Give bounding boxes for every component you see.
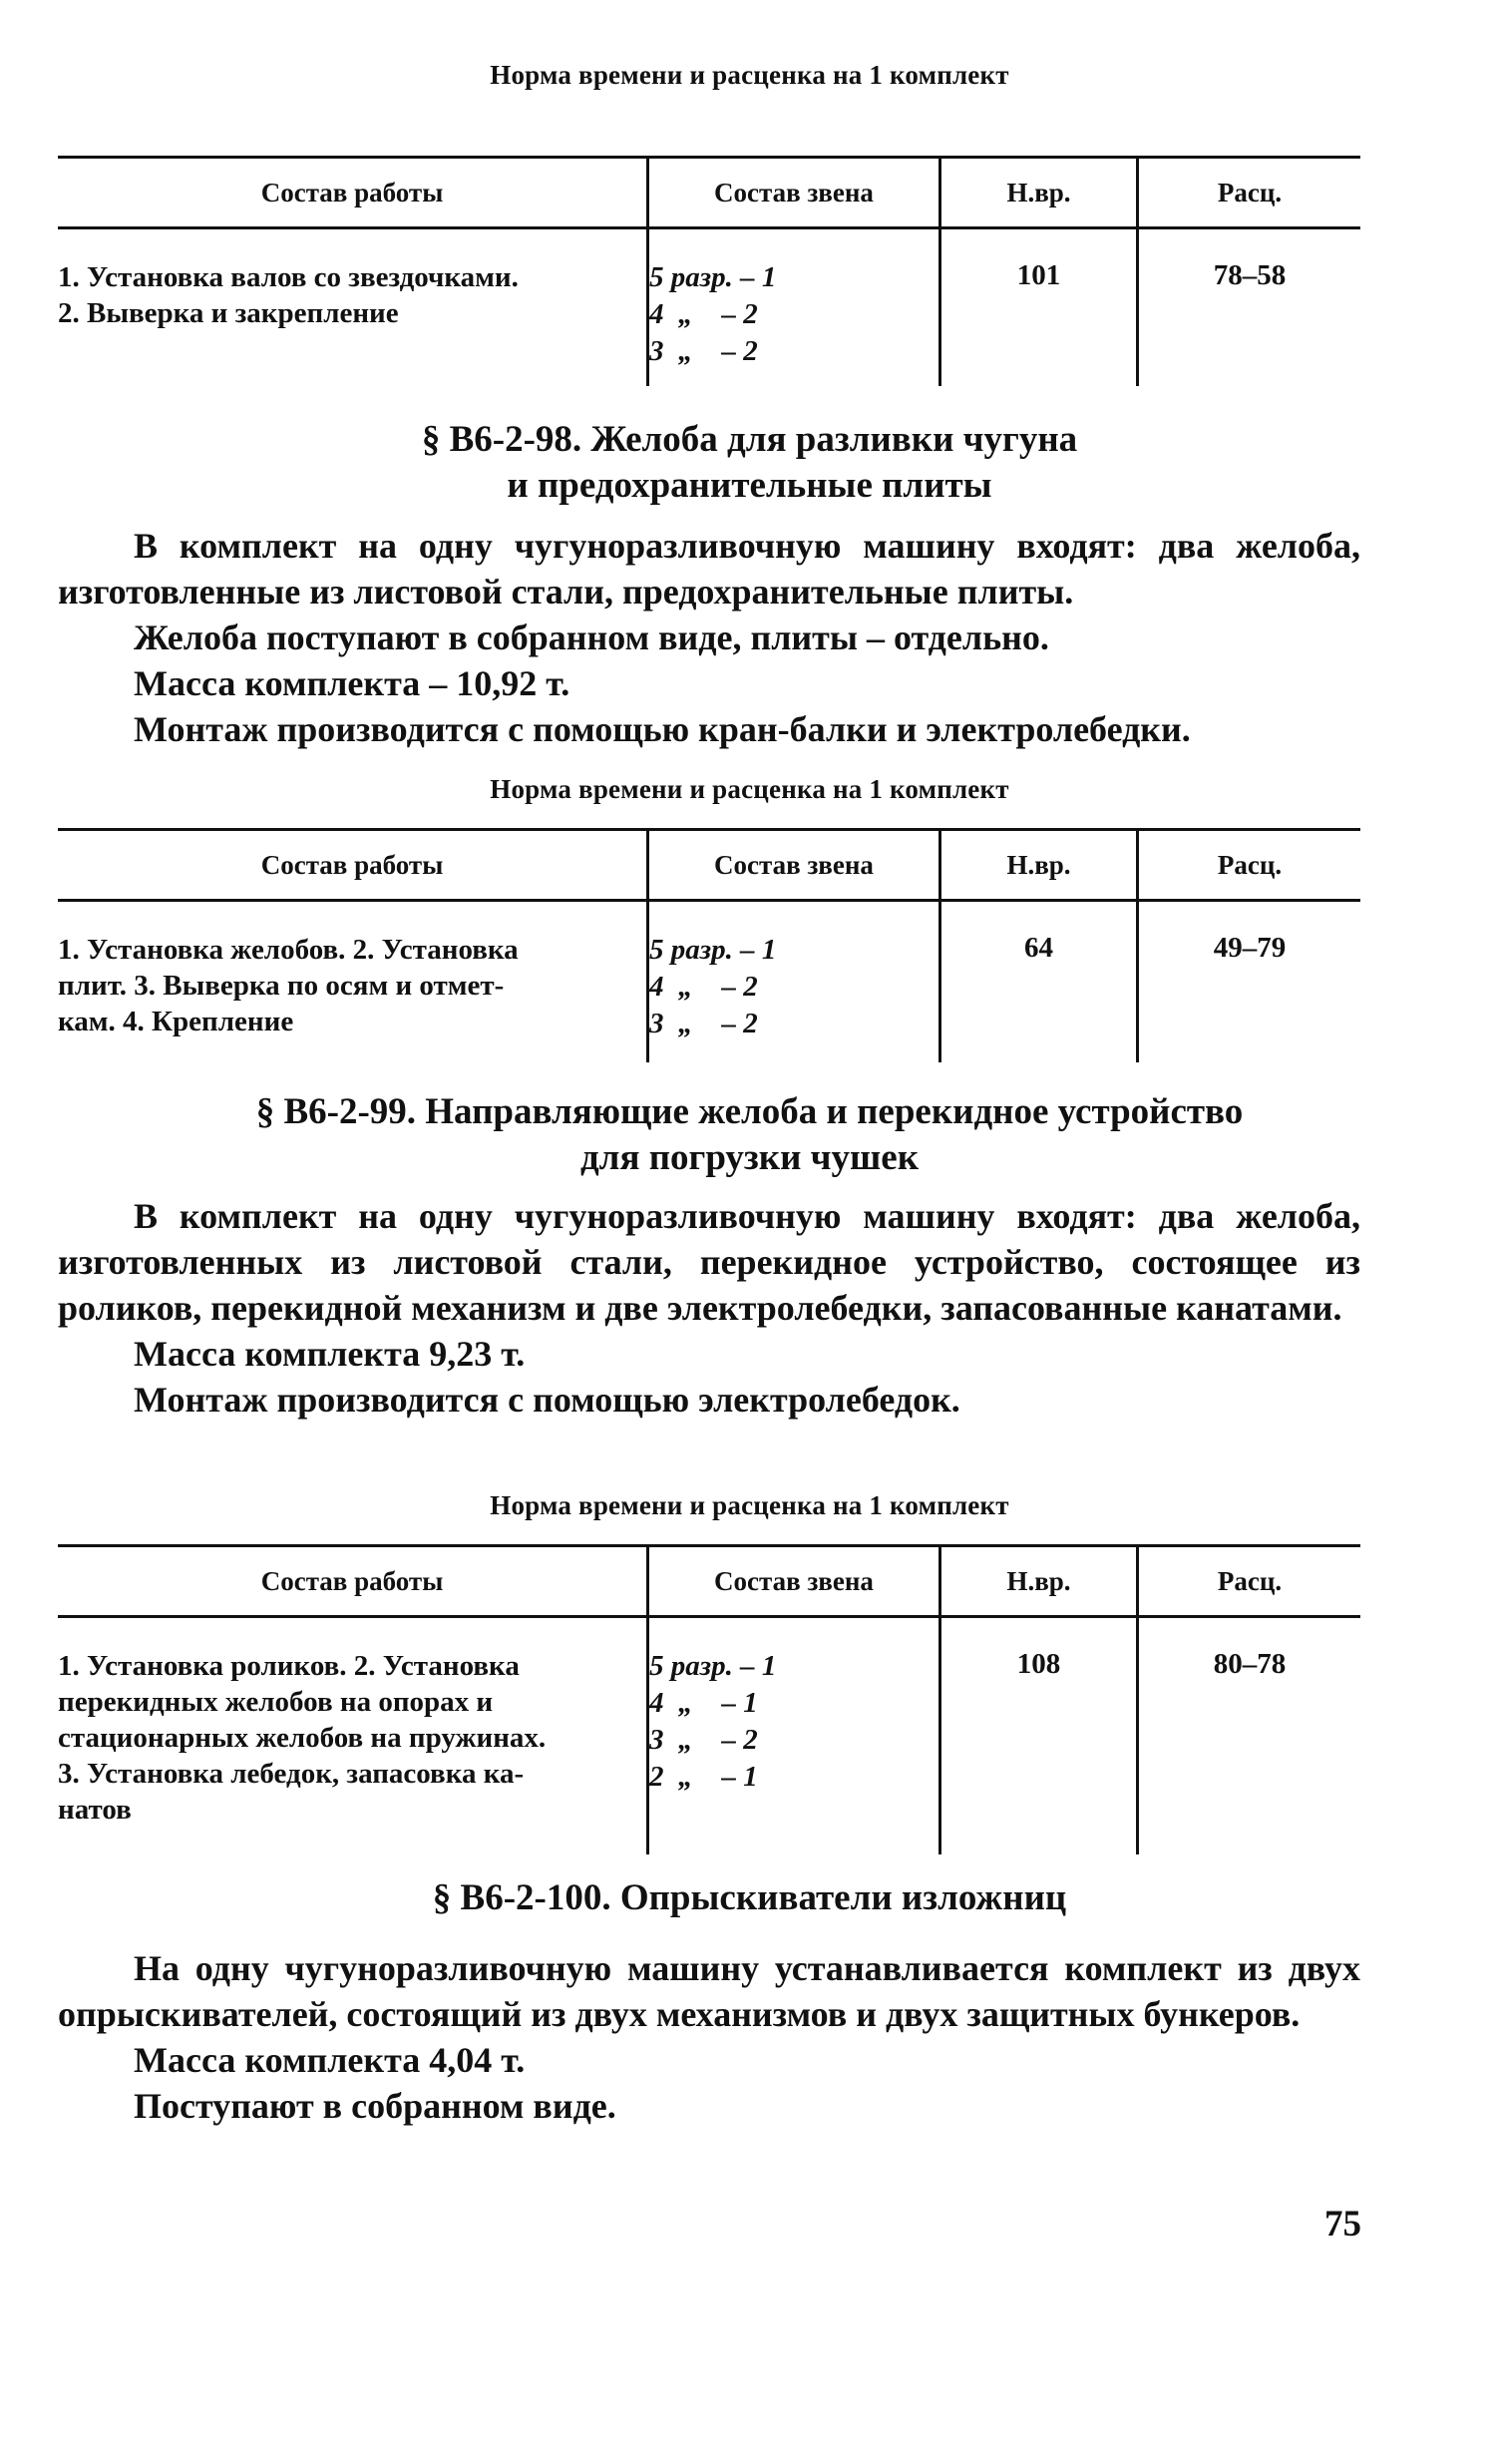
section-body [58, 1193, 1360, 1423]
work-line: 3. Установка лебедок, запасовка ка- [58, 1758, 525, 1790]
work-cell [58, 1617, 648, 1854]
header-work: Состав работы [58, 1546, 648, 1617]
team-line: 5 разр. – 1 [649, 934, 777, 966]
page-number: 75 [1324, 2204, 1361, 2245]
paragraph: Монтаж производится с помощью электролебедок. [134, 1380, 960, 1420]
team-line: 4 „ – 1 [649, 1687, 758, 1719]
norm-time-cell: 101 [940, 228, 1138, 386]
heading-line: и предохранительные плиты [507, 465, 992, 506]
norm-time-cell: 108 [940, 1617, 1138, 1854]
table-header-row [58, 158, 1360, 228]
paragraph: В комплект на одну чугуноразливочную машину входят: два желоба, изготовленные из листовой стали, предохранительные плиты. [58, 526, 1360, 612]
paragraph: Масса комплекта 9,23 т. [134, 1334, 526, 1374]
work-line: кам. 4. Крепление [58, 1006, 294, 1037]
work-line: перекидных желобов на опорах и [58, 1686, 494, 1718]
rate-cell: 80–78 [1138, 1617, 1361, 1854]
norm-time-cell: 64 [940, 901, 1138, 1062]
header-work: Состав работы [58, 158, 648, 228]
work-line: 1. Установка желобов. 2. Установка [58, 934, 519, 966]
header-norm-time: Н.вр. [940, 830, 1138, 901]
work-cell [58, 228, 648, 386]
heading-line: § В6-2-100. Опрыскиватели изложниц [432, 1877, 1067, 1918]
team-cell [648, 228, 940, 386]
section-body [58, 523, 1360, 752]
heading-line: § В6-2-98. Желоба для разливки чугуна [421, 419, 1078, 460]
section-heading [0, 417, 1499, 509]
norm-table [58, 156, 1360, 386]
header-work: Состав работы [58, 830, 648, 901]
paragraph: На одну чугуноразливочную машину устанавливается комплект из двух опрыскивателей, состоящий из двух механизмов и двух защитных бункеров. [58, 1948, 1360, 2034]
rate-cell: 78–58 [1138, 228, 1361, 386]
header-team: Состав звена [648, 1546, 940, 1617]
paragraph: Масса комплекта – 10,92 т. [134, 663, 570, 703]
section-body [58, 1945, 1360, 2129]
section-heading [0, 1875, 1499, 1921]
header-team: Состав звена [648, 830, 940, 901]
team-line: 4 „ – 2 [649, 298, 758, 330]
team-line: 5 разр. – 1 [649, 261, 777, 293]
table-caption: Норма времени и расценка на 1 комплект [490, 60, 1009, 90]
heading-line: для погрузки чушек [579, 1137, 920, 1178]
header-rate: Расц. [1138, 830, 1361, 901]
table-header-row [58, 1546, 1360, 1617]
rate-cell: 49–79 [1138, 901, 1361, 1062]
header-rate: Расц. [1138, 1546, 1361, 1617]
table-caption: Норма времени и расценка на 1 комплект [490, 774, 1009, 804]
table-header-row [58, 830, 1360, 901]
team-line: 3 „ – 2 [649, 1724, 758, 1756]
work-line: 2. Выверка и закрепление [58, 297, 399, 329]
norm-table [58, 1544, 1360, 1854]
header-rate: Расц. [1138, 158, 1361, 228]
table-row [58, 228, 1360, 386]
work-line: плит. 3. Выверка по осям и отмет- [58, 970, 505, 1002]
work-line: натов [58, 1794, 132, 1826]
team-line: 3 „ – 2 [649, 1008, 758, 1039]
team-line: 2 „ – 1 [649, 1761, 758, 1793]
table-row [58, 1617, 1360, 1854]
team-line: 3 „ – 2 [649, 335, 758, 367]
team-cell [648, 1617, 940, 1854]
norm-table [58, 828, 1360, 1062]
paragraph: Желоба поступают в собранном виде, плиты – отдельно. [134, 617, 1049, 657]
team-cell [648, 901, 940, 1062]
section-heading [0, 1089, 1499, 1181]
heading-line: § В6-2-99. Направляющие желоба и перекидное устройство [255, 1091, 1244, 1132]
work-line: 1. Установка роликов. 2. Установка [58, 1650, 520, 1682]
header-team: Состав звена [648, 158, 940, 228]
paragraph: Монтаж производится с помощью кран-балки и электролебедки. [134, 709, 1191, 749]
paragraph: Масса комплекта 4,04 т. [134, 2040, 526, 2080]
work-cell [58, 901, 648, 1062]
paragraph: Поступают в собранном виде. [134, 2086, 616, 2126]
team-line: 5 разр. – 1 [649, 1650, 777, 1682]
work-line: 1. Установка валов со звездочками. [58, 261, 519, 293]
team-line: 4 „ – 2 [649, 971, 758, 1003]
paragraph: В комплект на одну чугуноразливочную машину входят: два желоба, изготовленных из листовой стали, перекидное устройство, состоящее из роликов, перекидной механизм и две электролебедки, запасованные канатами. [58, 1196, 1360, 1328]
header-norm-time: Н.вр. [940, 1546, 1138, 1617]
header-norm-time: Н.вр. [940, 158, 1138, 228]
table-row [58, 901, 1360, 1062]
table-caption: Норма времени и расценка на 1 комплект [490, 1490, 1009, 1520]
work-line: стационарных желобов на пружинах. [58, 1722, 547, 1754]
